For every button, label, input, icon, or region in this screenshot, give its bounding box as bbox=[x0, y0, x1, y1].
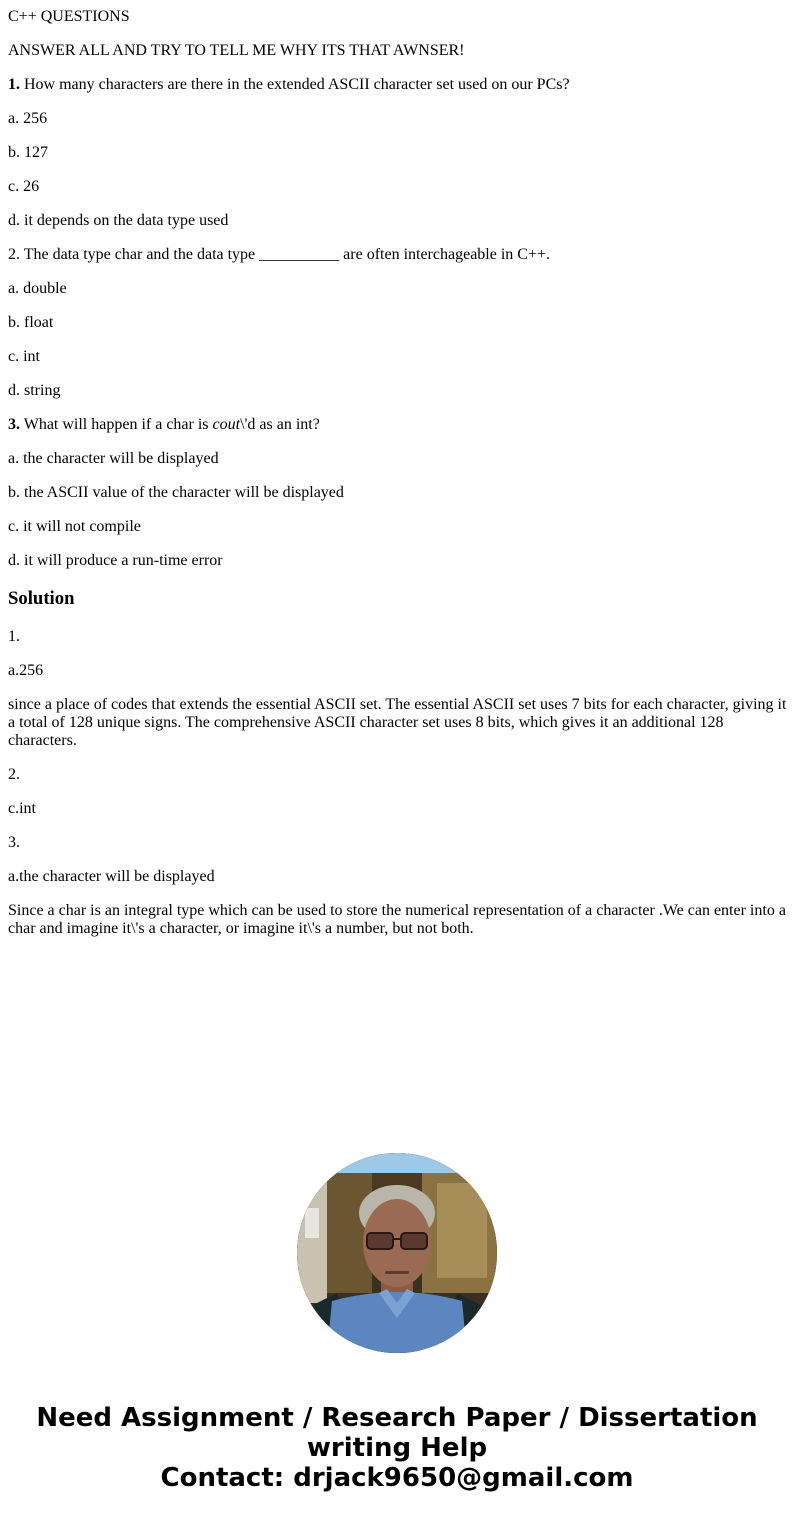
solution-2-answer: c.int bbox=[8, 800, 36, 817]
solution-1-number: 1. bbox=[8, 628, 20, 645]
solution-2-number: 2. bbox=[8, 766, 20, 783]
solution-heading: Solution bbox=[8, 588, 75, 609]
question-1-option-a: a. 256 bbox=[8, 110, 48, 127]
question-3-option-a: a. the character will be displayed bbox=[8, 450, 219, 467]
question-1-number: 1. bbox=[8, 76, 20, 93]
question-3-option-d: d. it will produce a run-time error bbox=[8, 552, 223, 569]
question-1-option-c: c. 26 bbox=[8, 178, 40, 195]
solution-3-explanation: Since a char is an integral type which can be used to store the numerical representation of a character .We can enter into a char and imagine it\'s a character, or imagine it\'s a number, but not both. bbox=[8, 902, 786, 937]
question-1 bbox=[8, 76, 788, 94]
solution-1-answer: a.256 bbox=[8, 662, 44, 679]
question-3-option-b: b. the ASCII value of the character will be displayed bbox=[8, 484, 344, 501]
avatar bbox=[297, 1153, 497, 1353]
solution-3-answer: a.the character will be displayed bbox=[8, 868, 215, 885]
question-3-text-italic: cout bbox=[212, 416, 241, 433]
footer-line-2: writing Help bbox=[306, 1433, 488, 1463]
solution-3-number: 3. bbox=[8, 834, 20, 851]
question-1-option-b: b. 127 bbox=[8, 144, 48, 161]
question-2-option-a: a. double bbox=[8, 280, 67, 297]
question-2: 2. The data type char and the data type __________ are often interchageable in C++. bbox=[8, 246, 550, 263]
question-3-number: 3. bbox=[8, 416, 20, 433]
instruction-text: ANSWER ALL AND TRY TO TELL ME WHY ITS THAT AWNSER! bbox=[8, 42, 465, 59]
question-1-option-d: d. it depends on the data type used bbox=[8, 212, 229, 229]
question-2-option-b: b. float bbox=[8, 314, 54, 331]
question-3-text-before: What will happen if a char is bbox=[20, 416, 213, 433]
question-1-text: How many characters are there in the extended ASCII character set used on our PCs? bbox=[20, 76, 570, 93]
page-title: C++ QUESTIONS bbox=[8, 8, 130, 25]
question-3-option-c: c. it will not compile bbox=[8, 518, 141, 535]
document-body bbox=[8, 0, 788, 954]
footer-contact: Contact: drjack9650@gmail.com bbox=[160, 1463, 634, 1493]
question-2-option-c: c. int bbox=[8, 348, 40, 365]
footer-ad bbox=[0, 1403, 794, 1493]
footer-line-1: Need Assignment / Research Paper / Dissertation bbox=[36, 1403, 758, 1433]
question-3-text-after: \'d as an int? bbox=[240, 416, 320, 433]
question-2-option-d: d. string bbox=[8, 382, 61, 399]
solution-1-explanation: since a place of codes that extends the essential ASCII set. The essential ASCII set uses 7 bits for each character, giving it a total of 128 unique signs. The comprehensive ASCII character set uses 8 bits, which gives it an additional 128 characters. bbox=[8, 696, 787, 749]
question-3 bbox=[8, 416, 788, 434]
avatar-portrait-image bbox=[297, 1153, 497, 1353]
